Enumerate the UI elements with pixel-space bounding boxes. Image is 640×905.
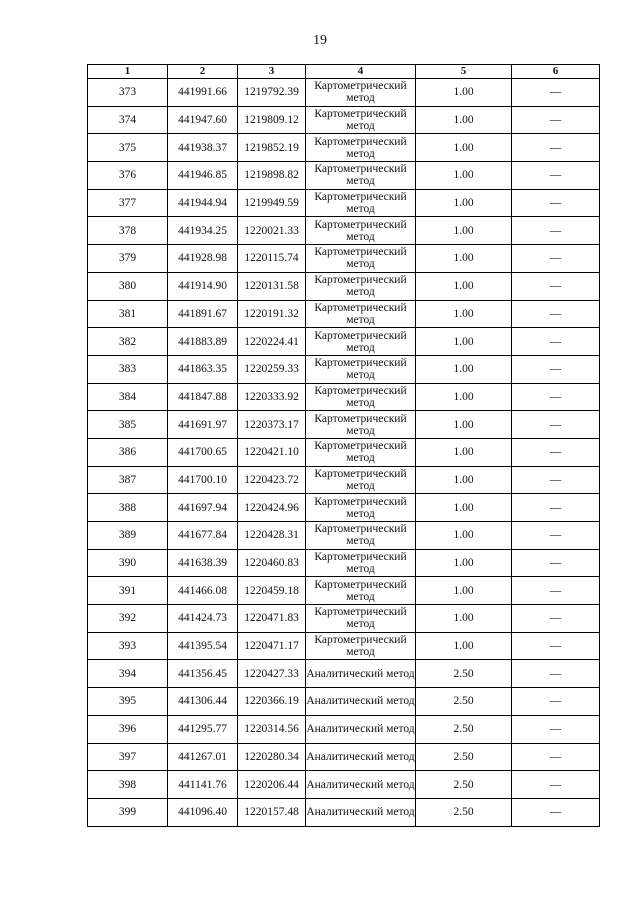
- cell-method: Картометрический метод: [306, 466, 416, 494]
- cell-method: Картометрический метод: [306, 106, 416, 134]
- cell-coord-x: 441991.66: [168, 79, 238, 107]
- cell-note: —: [512, 798, 600, 826]
- cell-note: —: [512, 245, 600, 273]
- cell-point-number: 394: [88, 660, 168, 688]
- cell-note: —: [512, 605, 600, 633]
- cell-point-number: 376: [88, 162, 168, 190]
- cell-coord-y: 1220115.74: [238, 245, 306, 273]
- cell-point-number: 373: [88, 79, 168, 107]
- cell-coord-y: 1220471.17: [238, 632, 306, 660]
- table-row: [88, 743, 600, 771]
- cell-method: Аналитический метод: [306, 798, 416, 826]
- cell-method: Картометрический метод: [306, 79, 416, 107]
- cell-coord-x: 441677.84: [168, 522, 238, 550]
- cell-note: —: [512, 522, 600, 550]
- cell-coord-x: 441466.08: [168, 577, 238, 605]
- cell-coord-y: 1220259.33: [238, 355, 306, 383]
- cell-coord-x: 441638.39: [168, 549, 238, 577]
- table-row: [88, 771, 600, 799]
- table-row: [88, 632, 600, 660]
- cell-coord-y: 1220131.58: [238, 272, 306, 300]
- cell-method: Картометрический метод: [306, 189, 416, 217]
- cell-coord-y: 1220459.18: [238, 577, 306, 605]
- cell-point-number: 396: [88, 715, 168, 743]
- cell-accuracy: 1.00: [416, 134, 512, 162]
- cell-accuracy: 1.00: [416, 411, 512, 439]
- cell-coord-x: 441697.94: [168, 494, 238, 522]
- table-row: [88, 494, 600, 522]
- table-row: [88, 688, 600, 716]
- cell-point-number: 390: [88, 549, 168, 577]
- cell-accuracy: 2.50: [416, 771, 512, 799]
- cell-coord-y: 1220421.10: [238, 438, 306, 466]
- cell-method: Картометрический метод: [306, 494, 416, 522]
- col-header-2: 2: [168, 65, 238, 79]
- cell-accuracy: 1.00: [416, 549, 512, 577]
- cell-accuracy: 2.50: [416, 688, 512, 716]
- cell-accuracy: 2.50: [416, 660, 512, 688]
- cell-coord-x: 441938.37: [168, 134, 238, 162]
- table-row: [88, 383, 600, 411]
- cell-note: —: [512, 272, 600, 300]
- cell-note: —: [512, 438, 600, 466]
- cell-coord-x: 441891.67: [168, 300, 238, 328]
- table-row: [88, 438, 600, 466]
- cell-coord-y: 1219949.59: [238, 189, 306, 217]
- cell-point-number: 381: [88, 300, 168, 328]
- table-row: [88, 300, 600, 328]
- cell-coord-x: 441847.88: [168, 383, 238, 411]
- cell-accuracy: 2.50: [416, 798, 512, 826]
- cell-note: —: [512, 715, 600, 743]
- cell-point-number: 384: [88, 383, 168, 411]
- table-row: [88, 522, 600, 550]
- cell-coord-y: 1220314.56: [238, 715, 306, 743]
- cell-note: —: [512, 328, 600, 356]
- cell-coord-y: 1220021.33: [238, 217, 306, 245]
- header-row: [88, 65, 600, 79]
- cell-accuracy: 1.00: [416, 355, 512, 383]
- cell-method: Картометрический метод: [306, 411, 416, 439]
- cell-note: —: [512, 106, 600, 134]
- cell-note: —: [512, 688, 600, 716]
- cell-accuracy: 1.00: [416, 522, 512, 550]
- cell-method: Картометрический метод: [306, 217, 416, 245]
- cell-note: —: [512, 189, 600, 217]
- cell-accuracy: 1.00: [416, 272, 512, 300]
- cell-point-number: 387: [88, 466, 168, 494]
- cell-coord-y: 1220191.32: [238, 300, 306, 328]
- cell-accuracy: 1.00: [416, 577, 512, 605]
- cell-coord-x: 441946.85: [168, 162, 238, 190]
- cell-coord-x: 441700.10: [168, 466, 238, 494]
- cell-method: Картометрический метод: [306, 549, 416, 577]
- cell-method: Картометрический метод: [306, 522, 416, 550]
- col-header-3: 3: [238, 65, 306, 79]
- cell-coord-y: 1220333.92: [238, 383, 306, 411]
- cell-accuracy: 1.00: [416, 79, 512, 107]
- cell-coord-y: 1220460.83: [238, 549, 306, 577]
- cell-method: Картометрический метод: [306, 300, 416, 328]
- cell-coord-y: 1220428.31: [238, 522, 306, 550]
- cell-method: Аналитический метод: [306, 660, 416, 688]
- coordinates-table: [87, 64, 600, 827]
- cell-note: —: [512, 549, 600, 577]
- cell-note: —: [512, 134, 600, 162]
- cell-coord-x: 441306.44: [168, 688, 238, 716]
- cell-coord-y: 1220424.96: [238, 494, 306, 522]
- cell-accuracy: 1.00: [416, 438, 512, 466]
- cell-accuracy: 1.00: [416, 162, 512, 190]
- cell-accuracy: 2.50: [416, 715, 512, 743]
- cell-method: Картометрический метод: [306, 605, 416, 633]
- table-row: [88, 660, 600, 688]
- cell-coord-x: 441356.45: [168, 660, 238, 688]
- cell-accuracy: 1.00: [416, 217, 512, 245]
- cell-accuracy: 1.00: [416, 300, 512, 328]
- cell-coord-x: 441424.73: [168, 605, 238, 633]
- cell-method: Аналитический метод: [306, 743, 416, 771]
- col-header-6: 6: [512, 65, 600, 79]
- cell-accuracy: 1.00: [416, 383, 512, 411]
- cell-method: Картометрический метод: [306, 162, 416, 190]
- cell-accuracy: 1.00: [416, 494, 512, 522]
- cell-note: —: [512, 383, 600, 411]
- table-row: [88, 798, 600, 826]
- table-row: [88, 328, 600, 356]
- cell-coord-x: 441863.35: [168, 355, 238, 383]
- cell-method: Аналитический метод: [306, 715, 416, 743]
- cell-point-number: 392: [88, 605, 168, 633]
- cell-point-number: 395: [88, 688, 168, 716]
- cell-accuracy: 1.00: [416, 605, 512, 633]
- cell-note: —: [512, 79, 600, 107]
- col-header-1: 1: [88, 65, 168, 79]
- cell-point-number: 397: [88, 743, 168, 771]
- cell-point-number: 393: [88, 632, 168, 660]
- page-number: 19: [313, 33, 327, 48]
- cell-note: —: [512, 577, 600, 605]
- cell-coord-y: 1220280.34: [238, 743, 306, 771]
- table-row: [88, 134, 600, 162]
- cell-coord-x: 441141.76: [168, 771, 238, 799]
- cell-point-number: 383: [88, 355, 168, 383]
- cell-accuracy: 1.00: [416, 106, 512, 134]
- cell-method: Картометрический метод: [306, 355, 416, 383]
- table-row: [88, 162, 600, 190]
- cell-note: —: [512, 743, 600, 771]
- cell-method: Картометрический метод: [306, 272, 416, 300]
- cell-point-number: 385: [88, 411, 168, 439]
- cell-note: —: [512, 411, 600, 439]
- cell-note: —: [512, 466, 600, 494]
- cell-method: Картометрический метод: [306, 632, 416, 660]
- cell-method: Аналитический метод: [306, 771, 416, 799]
- cell-coord-x: 441947.60: [168, 106, 238, 134]
- cell-point-number: 380: [88, 272, 168, 300]
- cell-accuracy: 2.50: [416, 743, 512, 771]
- cell-coord-y: 1219792.39: [238, 79, 306, 107]
- cell-coord-x: 441944.94: [168, 189, 238, 217]
- cell-coord-y: 1219898.82: [238, 162, 306, 190]
- cell-point-number: 375: [88, 134, 168, 162]
- cell-coord-x: 441883.89: [168, 328, 238, 356]
- cell-method: Картометрический метод: [306, 328, 416, 356]
- table-row: [88, 245, 600, 273]
- cell-point-number: 378: [88, 217, 168, 245]
- cell-point-number: 377: [88, 189, 168, 217]
- cell-coord-y: 1220206.44: [238, 771, 306, 799]
- cell-coord-y: 1220427.33: [238, 660, 306, 688]
- cell-coord-x: 441267.01: [168, 743, 238, 771]
- table-row: [88, 189, 600, 217]
- cell-note: —: [512, 300, 600, 328]
- cell-method: Картометрический метод: [306, 245, 416, 273]
- cell-coord-y: 1220366.19: [238, 688, 306, 716]
- cell-method: Картометрический метод: [306, 577, 416, 605]
- cell-accuracy: 1.00: [416, 189, 512, 217]
- cell-method: Картометрический метод: [306, 383, 416, 411]
- cell-coord-y: 1220224.41: [238, 328, 306, 356]
- cell-coord-y: 1220157.48: [238, 798, 306, 826]
- cell-coord-y: 1220471.83: [238, 605, 306, 633]
- cell-coord-x: 441928.98: [168, 245, 238, 273]
- cell-note: —: [512, 217, 600, 245]
- table-row: [88, 577, 600, 605]
- cell-point-number: 379: [88, 245, 168, 273]
- cell-point-number: 398: [88, 771, 168, 799]
- table-row: [88, 466, 600, 494]
- cell-point-number: 389: [88, 522, 168, 550]
- table-row: [88, 217, 600, 245]
- cell-method: Картометрический метод: [306, 438, 416, 466]
- table-row: [88, 411, 600, 439]
- cell-accuracy: 1.00: [416, 466, 512, 494]
- table-row: [88, 79, 600, 107]
- table-row: [88, 272, 600, 300]
- cell-accuracy: 1.00: [416, 328, 512, 356]
- cell-coord-x: 441934.25: [168, 217, 238, 245]
- cell-coord-x: 441395.54: [168, 632, 238, 660]
- cell-point-number: 386: [88, 438, 168, 466]
- cell-note: —: [512, 660, 600, 688]
- cell-method: Картометрический метод: [306, 134, 416, 162]
- cell-coord-x: 441914.90: [168, 272, 238, 300]
- table-row: [88, 355, 600, 383]
- table-body: [88, 79, 600, 827]
- col-header-5: 5: [416, 65, 512, 79]
- cell-accuracy: 1.00: [416, 632, 512, 660]
- cell-point-number: 399: [88, 798, 168, 826]
- cell-coord-x: 441700.65: [168, 438, 238, 466]
- table-row: [88, 715, 600, 743]
- cell-point-number: 388: [88, 494, 168, 522]
- cell-coord-x: 441691.97: [168, 411, 238, 439]
- cell-point-number: 382: [88, 328, 168, 356]
- cell-point-number: 391: [88, 577, 168, 605]
- cell-coord-x: 441295.77: [168, 715, 238, 743]
- cell-coord-y: 1219852.19: [238, 134, 306, 162]
- cell-note: —: [512, 771, 600, 799]
- table-row: [88, 549, 600, 577]
- cell-note: —: [512, 632, 600, 660]
- cell-method: Аналитический метод: [306, 688, 416, 716]
- cell-note: —: [512, 494, 600, 522]
- cell-coord-x: 441096.40: [168, 798, 238, 826]
- cell-coord-y: 1220423.72: [238, 466, 306, 494]
- cell-note: —: [512, 355, 600, 383]
- table-row: [88, 605, 600, 633]
- cell-point-number: 374: [88, 106, 168, 134]
- table-row: [88, 106, 600, 134]
- cell-accuracy: 1.00: [416, 245, 512, 273]
- cell-coord-y: 1219809.12: [238, 106, 306, 134]
- cell-coord-y: 1220373.17: [238, 411, 306, 439]
- col-header-4: 4: [306, 65, 416, 79]
- cell-note: —: [512, 162, 600, 190]
